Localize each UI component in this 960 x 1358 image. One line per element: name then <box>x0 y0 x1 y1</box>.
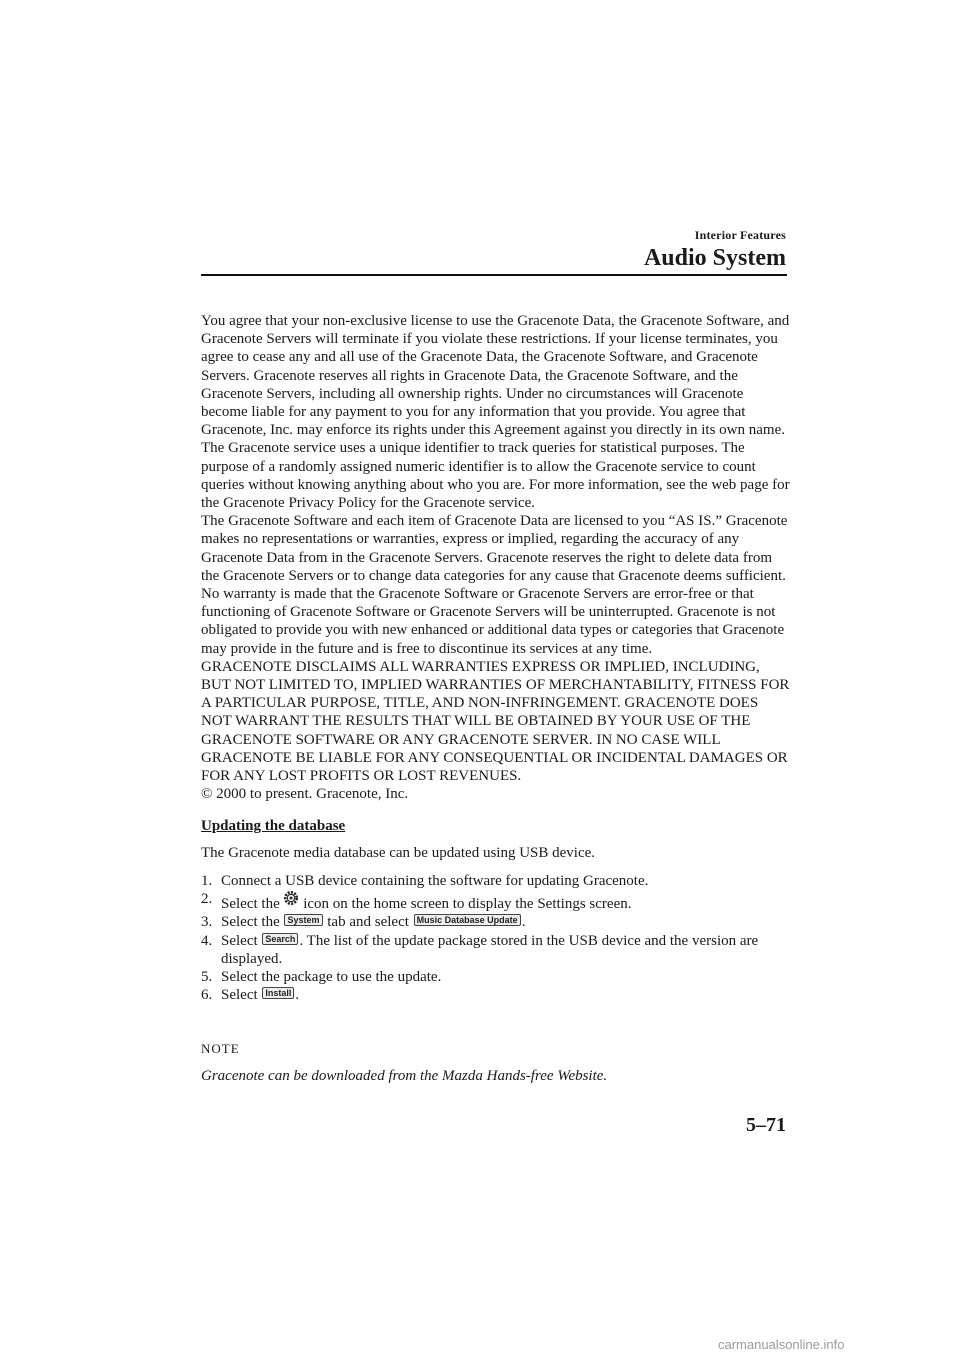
header-divider <box>201 274 787 276</box>
page-number: 5–71 <box>746 1114 786 1136</box>
step-number: 5. <box>201 968 213 985</box>
list-item <box>201 968 791 986</box>
section-intro: The Gracenote media database can be updated using USB device. <box>201 844 596 861</box>
step-text-pre: Select <box>221 987 258 1004</box>
step-number: 1. <box>201 872 213 889</box>
install-button: Install <box>262 987 294 999</box>
page-content <box>201 312 791 1085</box>
step-text-mid: tab and select <box>327 914 409 931</box>
step-number: 4. <box>201 932 213 949</box>
copyright-line: © 2000 to present. Gracenote, Inc. <box>201 786 409 803</box>
search-button: Search <box>262 933 298 945</box>
step-text: Select the package to use the update. <box>221 968 442 985</box>
list-item <box>201 932 791 968</box>
gear-icon <box>283 890 299 906</box>
section-heading: Updating the database <box>201 818 346 835</box>
as-is-paragraph: The Gracenote Software and each item of Gracenote Data are licensed to you “AS IS.” Gracenote makes no representations or warranties, express or implied, regarding the accuracy of any Gracenote Data from in the Gracenote Servers. Gracenote reserves the right to delete data from the Gracenote Servers or to change data categories for any cause that Gracenote deems sufficient. No warranty is made that the Gracenote Software or Gracenote Servers are error-free or that functioning of Gracenote Software or Gracenote Servers will be uninterrupted. Gracenote is not obligated to provide you with new enhanced or additional data types or categories that Gracenote may provide in the future and is free to discontinue its services at any time. <box>201 513 788 657</box>
list-item <box>201 890 791 913</box>
license-paragraph: You agree that your non-exclusive license to use the Gracenote Data, the Gracenote Software, and Gracenote Servers will terminate if you violate these restrictions. If your license terminates, you agree to cease any and all use of the Gracenote Data, the Gracenote Software, and Gracenote Servers. Gracenote reserves all rights in Gracenote Data, the Gracenote Software, and the Gracenote Servers, including all ownership rights. Under no circumstances will Gracenote become liable for any payment to you for any information that you provide. You agree that Gracenote, Inc. may enforce its rights under this Agreement against you directly in its own name. <box>201 313 790 439</box>
list-item <box>201 986 791 1004</box>
watermark: carmanualsonline.info <box>718 1337 845 1352</box>
disclaimer-paragraph: GRACENOTE DISCLAIMS ALL WARRANTIES EXPRESS OR IMPLIED, INCLUDING, BUT NOT LIMITED TO, IMPLIED WARRANTIES OF MERCHANTABILITY, FITNESS FOR A PARTICULAR PURPOSE, TITLE, AND NON-INFRINGEMENT. GRACENOTE DOES NOT WARRANT THE RESULTS THAT WILL BE OBTAINED BY YOUR USE OF THE GRACENOTE SOFTWARE OR ANY GRACENOTE SERVER. IN NO CASE WILL GRACENOTE BE LIABLE FOR ANY CONSEQUENTIAL OR INCIDENTAL DAMAGES OR FOR ANY LOST PROFITS OR LOST REVENUES. <box>201 658 790 785</box>
step-text-pre: Select the <box>221 896 280 913</box>
chapter-title: Audio System <box>643 245 786 271</box>
step-text-post: . <box>521 914 526 931</box>
step-text: Connect a USB device containing the software for updating Gracenote. <box>221 872 649 889</box>
step-text <box>221 890 791 913</box>
note-title: NOTE <box>201 1041 240 1057</box>
step-text <box>221 932 791 968</box>
step-text <box>221 913 791 931</box>
list-item <box>201 913 791 931</box>
list-item <box>201 872 791 890</box>
step-text-post: . The list of the update package stored in the USB device and the version are displayed. <box>221 932 759 967</box>
note-text: Gracenote can be downloaded from the Mazda Hands-free Website. <box>201 1067 608 1084</box>
step-number: 3. <box>201 914 213 931</box>
step-text-pre: Select the <box>221 914 280 931</box>
page-header <box>644 228 786 272</box>
step-number: 2. <box>201 891 213 908</box>
steps-list <box>201 872 791 1004</box>
step-text-post: . <box>295 987 300 1004</box>
step-text <box>221 986 791 1004</box>
step-text-post: icon on the home screen to display the Settings screen. <box>303 896 632 913</box>
privacy-paragraph: The Gracenote service uses a unique identifier to track queries for statistical purposes. The purpose of a randomly assigned numeric identifier is to allow the Gracenote service to count queries without knowing anything about who you are. For more information, see the web page for the Gracenote Privacy Policy for the Gracenote service. <box>201 440 790 512</box>
step-text-pre: Select <box>221 932 258 949</box>
music-database-update-button: Music Database Update <box>414 914 521 926</box>
section-label: Interior Features <box>694 228 786 242</box>
system-tab-button: System <box>284 914 322 926</box>
step-number: 6. <box>201 987 213 1004</box>
